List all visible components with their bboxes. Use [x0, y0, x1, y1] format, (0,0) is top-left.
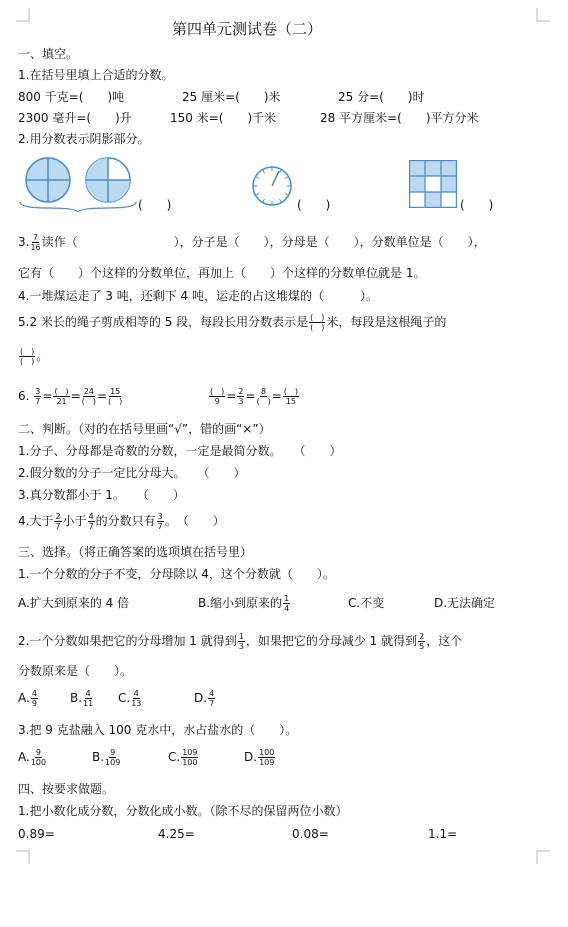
blank-fraction-length[interactable]: $\frac{( )}{( )}$: [310, 313, 325, 332]
conversion-6[interactable]: 28 平方厘米=( )平方分米: [320, 111, 479, 125]
convert-item-4[interactable]: 1.1=: [428, 827, 458, 841]
question-1-1: 1.在括号里填上合适的分数。: [18, 68, 174, 82]
section-3-heading: 三、选择。（将正确答案的选项填在括号里）: [18, 545, 253, 559]
blank-q6-e[interactable]: $\frac{8}{( )}$: [256, 387, 271, 406]
blank-figure-2[interactable]: ( ): [297, 198, 331, 212]
choice-1: 1.一个分数的分子不变，分母除以 4，这个分数就（ ）。: [18, 567, 335, 581]
choice-1-b[interactable]: B.缩小到原来的 $\frac{1}{4}$: [198, 594, 290, 613]
choice-2-cont: 分数原来是（ ）。: [18, 664, 133, 678]
question-1-4: 4.一堆煤运走了 3 吨，还剩下 4 吨，运走的占这堆煤的（ ）。: [18, 289, 378, 303]
corner-mark-bottom-left: [16, 850, 30, 864]
grid-squares-figure: [409, 160, 457, 208]
blank-fraction-part[interactable]: $\frac{( )}{( )}$: [20, 347, 35, 366]
q3-text: 读作（ ），分子是（ ），分母是（ ），分数单位是（ ），: [41, 235, 486, 249]
choice-2: 2.一个分数如果把它的分母增加 1 就得到 $\frac{1}{3}$ ，如果把它的分母减少 1 就得到 $\frac{2}{5}$ ，这个: [18, 632, 463, 651]
conversion-3[interactable]: 25 分=( )时: [338, 90, 425, 104]
task-4-1: 1.把小数化成分数，分数化成小数。（除不尽的保留两位小数）: [18, 804, 348, 818]
question-1-5: 5.2 米长的绳子剪成相等的 5 段，每段长用分数表示是 $\frac{( )}{( )}$ 米，每段是这根绳子的: [18, 313, 447, 332]
choice-2-a[interactable]: A. $\frac{4}{9}$: [18, 689, 37, 708]
choice-3-b[interactable]: B. $\frac{9}{109}$: [92, 748, 121, 767]
choice-3-a[interactable]: A. $\frac{9}{100}$: [18, 748, 47, 767]
choice-1-a[interactable]: A.扩大到原来的 4 倍: [18, 596, 130, 610]
corner-mark-top-right: [536, 8, 550, 22]
judge-1[interactable]: 1.分子、分母都是奇数的分数，一定是最简分数。 （ ）: [18, 444, 342, 458]
convert-item-2[interactable]: 4.25=: [158, 827, 195, 841]
judge-2[interactable]: 2.假分数的分子一定比分母大。 （ ）: [18, 466, 246, 480]
question-1-5-cont: $\frac{( )}{( )}$ 。: [20, 347, 49, 366]
judge-4[interactable]: 4.大于 $\frac{2}{7}$ 小于 $\frac{4}{7}$ 的分数只有 $\frac{3}{7}$ 。 （ ）: [18, 512, 225, 531]
conversion-4[interactable]: 2300 毫升=( )升: [18, 111, 132, 125]
choice-2-c[interactable]: C. $\frac{4}{13}$: [118, 689, 142, 708]
blank-figure-1[interactable]: ( ): [138, 198, 172, 212]
question-1-2: 2.用分数表示阴影部分。: [18, 132, 150, 146]
page-title: 第四单元测试卷（二）: [172, 20, 323, 38]
q3-number: 3.: [18, 235, 30, 249]
section-2-heading: 二、判断。（对的在括号里画“√”，错的画“×”）: [18, 422, 271, 436]
blank-figure-3[interactable]: ( ): [460, 198, 494, 212]
blank-q6-d[interactable]: $\frac{( )}{9}$: [210, 387, 225, 406]
question-1-6: 6. $\frac{3}{7}$ = $\frac{( )}{21}$ = $\frac{24}{( )}$ = $\frac{15}{( )}$: [18, 387, 123, 406]
conversion-5[interactable]: 150 米=( )千米: [170, 111, 277, 125]
conversion-1[interactable]: 800 千克=( )吨: [18, 90, 125, 104]
choice-3-d[interactable]: D. $\frac{100}{109}$: [244, 748, 275, 767]
blank-q6-c[interactable]: $\frac{15}{( )}$: [108, 387, 123, 406]
convert-item-3[interactable]: 0.08=: [292, 827, 329, 841]
fraction-7-16: $\frac{7}{16}$: [30, 233, 41, 252]
question-1-3: [18, 233, 486, 252]
choice-1-d[interactable]: D.无法确定: [434, 596, 496, 610]
corner-mark-top-left: [16, 8, 30, 22]
blank-q6-a[interactable]: $\frac{( )}{21}$: [54, 387, 69, 406]
section-4-heading: 四、按要求做题。: [18, 782, 115, 796]
two-circles-figure: [18, 156, 140, 212]
choice-2-d[interactable]: D. $\frac{4}{7}$: [194, 689, 215, 708]
choice-3-c[interactable]: C. $\frac{109}{100}$: [168, 748, 198, 767]
blank-q6-b[interactable]: $\frac{24}{( )}$: [81, 387, 96, 406]
question-1-6-right: $\frac{( )}{9}$ = $\frac{2}{3}$ = $\frac{8}{( )}$ = $\frac{( )}{15}$: [210, 387, 299, 406]
clock-circle-figure: [250, 164, 294, 208]
convert-item-1[interactable]: 0.89=: [18, 827, 55, 841]
choice-2-b[interactable]: B. $\frac{4}{11}$: [70, 689, 94, 708]
section-1-heading: 一、填空。: [18, 47, 79, 61]
choice-3: 3.把 9 克盐融入 100 克水中，水占盐水的（ ）。: [18, 723, 298, 737]
judge-3[interactable]: 3.真分数都小于 1。 （ ）: [18, 488, 185, 502]
question-1-3-cont: 它有（ ）个这样的分数单位，再加上（ ）个这样的分数单位就是 1。: [18, 266, 426, 280]
conversion-2[interactable]: 25 厘米=( )米: [182, 90, 281, 104]
blank-q6-f[interactable]: $\frac{( )}{15}$: [283, 387, 299, 406]
choice-1-c[interactable]: C.不变: [348, 596, 385, 610]
corner-mark-bottom-right: [536, 850, 550, 864]
